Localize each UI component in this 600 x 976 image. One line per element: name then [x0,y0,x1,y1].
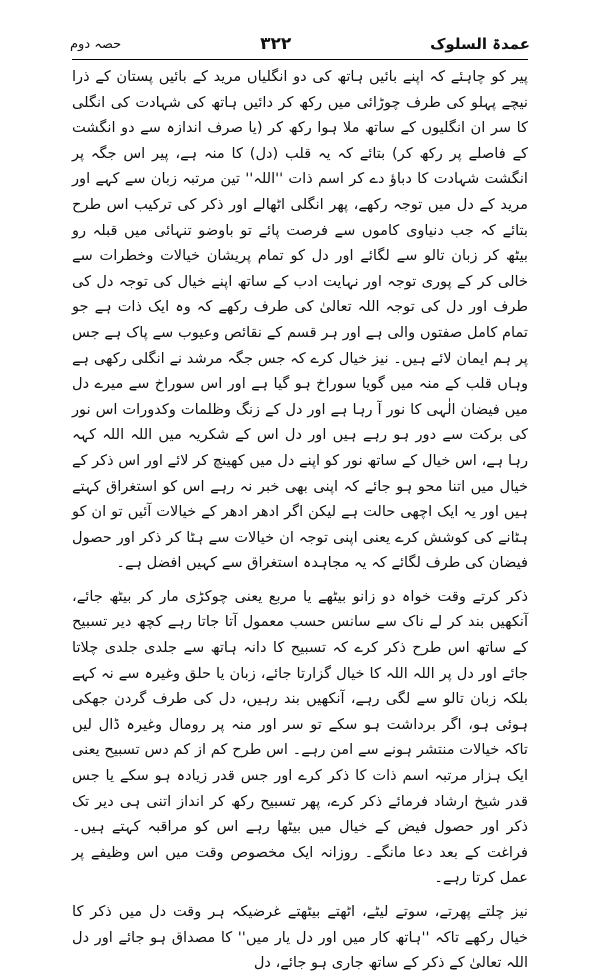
paragraph-gap [72,576,528,584]
page-header [70,30,530,58]
paragraph-gap [72,891,528,899]
section-label: حصہ دوم [70,36,122,52]
header-divider [72,59,528,60]
paragraph-2: ذکر کرتے وقت خواہ دو زانو بیٹھے یا مربع یعنی چوکڑی مار کر بیٹھ جائے، آنکھیں بند کر لے ناک سے سانس حسب معمول آتا جاتا رہے کچھ دیر تسبیح کے ساتھ اس طرح ذکر کرے کہ تسبیح کا دانہ ہاتھ سے جلدی جلدی چلاتا جائے اور دل پر اللہ اللہ کا خیال گزارتا جائے، زبان یا حلق وغیرہ سے نہ کہے بلکہ زبان تالو سے لگی رہے، آنکھیں بند رہیں، دل کی طرف گردن جھکی ہوئی ہو، اگر برداشت ہو سکے تو سر اور منہ پر رومال وغیرہ ڈال لیں تاکہ خیالات منتشر ہونے سے امن رہے۔ اس طرح کم از کم دس تسبیح یعنی ایک ہزار مرتبہ اسم ذات کا ذکر کرے اور جس قدر زیادہ ہو سکے یا جس قدر شیخ ارشاد فرمائے ذکر کرے، پھر تسبیح رکھ کر انداز اتنی ہی دیر تک ذکر اور حصول فیض کے خیال میں بیٹھا رہے اس کو مراقبہ کہتے ہیں۔ فراغت کے بعد دعا مانگے۔ روزانہ ایک مخصوص وقت میں اس وظیفے پر عمل کرتا رہے۔ [72,587,528,887]
paragraph-1: پیر کو چاہئے کہ اپنے بائیں ہاتھ کی دو انگلیاں مرید کے بائیں پستان کے ذرا نیچے پہلو کی طرف چوڑائی میں رکھ کر دائیں ہاتھ کی شہادت کی انگلی کا سر ان انگلیوں کے ساتھ ملا ہوا رکھ کر (یا صرف اندازہ سے دو انگشت کے فاصلے پر رکھ کر) بتائے کہ یہ قلب (دل) کا منہ ہے، پیر اس جگہ پر انگشت شہادت کا دباؤ دے کر اسم ذات ''اللہ'' تین مرتبہ زبان سے کہے اور مرید کے دل میں توجہ رکھے، پھر انگلی اٹھالے اور ذکر کی ترکیب اس طرح بتائے کہ جب دنیاوی کاموں سے فرصت پائے تو باوضو تنہائی میں قبلہ رو بیٹھ کر زبان تالو سے لگائے اور دل کو تمام پریشان خیالات وخطرات سے خالی کر کے پوری توجہ اور نہایت ادب کے ساتھ اپنے خیال کی توجہ دل کی طرف اور دل کی توجہ اللہ تعالیٰ کی طرف رکھے کہ وہ ایک ذات ہے جو تمام کامل صفتوں والی ہے اور ہر قسم کے نقائص وعیوب سے پاک ہے جس پر ہم ایمان لائے ہیں۔ نیز خیال کرے کہ جس جگہ مرشد نے انگلی رکھی ہے وہاں قلب کے منہ میں گویا سوراخ ہو گیا ہے اور اس سوراخ سے میرے دل میں فیضان الٰہی کا نور آ رہا ہے اور دل کے زنگ وظلمات وکدورات اس نور کی برکت سے دور ہو رہے ہیں اور دل اس کے شکریہ میں اللہ اللہ کہہ رہا ہے، اس خیال کے ساتھ نور کو اپنے دل میں کھینچ کر لائے اور اس ذکر کے خیال میں اتنا محو ہو جائے کہ اپنی بھی خبر نہ رہے اس کو استغراق کہتے ہیں اور یہ ایک اچھی حالت ہے لیکن اگر ادھر ادھر کے خیالات آئیں تو ان کو ہٹانے کی کوشش کرے یعنی اپنی توجہ ان خیالات سے ہٹا کر ذکر اور حصول فیضان کی طرف لگائے کہ یہ مجاہدہ استغراق سے کہیں افضل ہے۔ [71,68,528,572]
page-body [71,64,528,972]
book-title: عمدۃ السلوک [430,35,530,53]
paragraph-3: نیز چلتے پھرتے، سوتے لیٹے، اٹھتے بیٹھتے غرضیکہ ہر وقت دل میں ذکر کا خیال رکھے تاکہ ''ہاتھ کار میں اور دل یار میں'' کا مصداق ہو جائے اور دل اللہ تعالیٰ کے ذکر کے ساتھ جاری ہو جائے، دل [72,903,528,972]
page-number: ۳۲۲ [260,34,292,54]
